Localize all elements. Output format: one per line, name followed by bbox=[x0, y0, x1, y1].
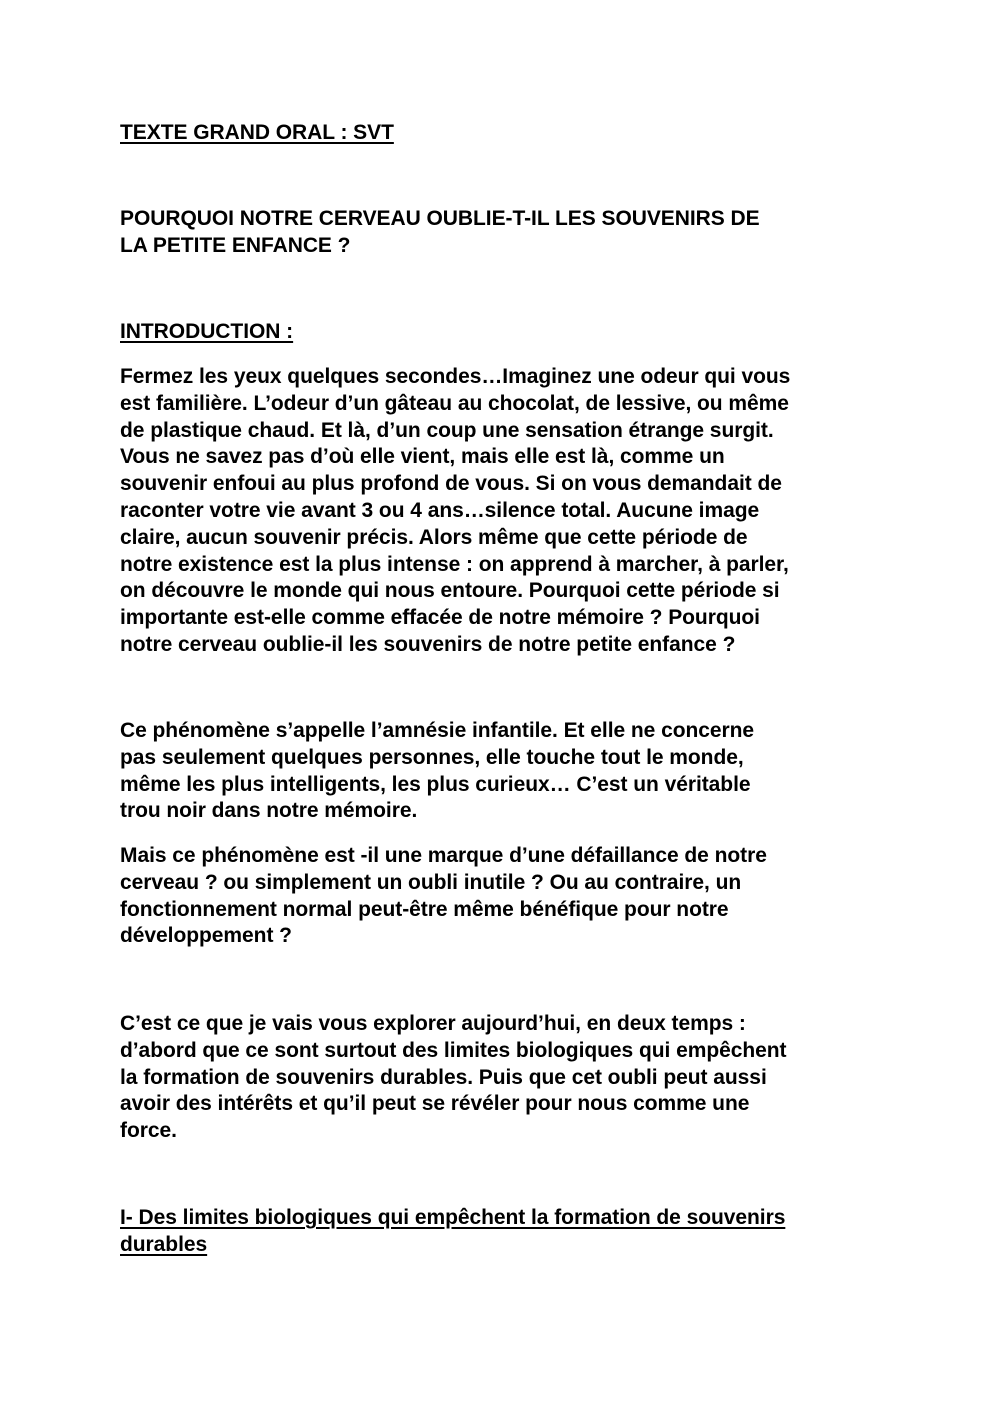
paragraph-intro-2 bbox=[120, 718, 880, 825]
section-1-heading bbox=[120, 1205, 880, 1259]
introduction-heading-text: INTRODUCTION : bbox=[120, 320, 294, 343]
question-line: LA PETITE ENFANCE ? bbox=[120, 233, 351, 257]
paragraph-intro-4 bbox=[120, 1011, 880, 1145]
text-line: souvenir enfoui au plus profond de vous. Si on vous demandait de bbox=[120, 472, 782, 496]
section-heading-line: durables bbox=[120, 1232, 208, 1256]
text-line: Vous ne savez pas d’où elle vient, mais elle est là, comme un bbox=[120, 445, 725, 469]
text-line: est familière. L’odeur d’un gâteau au chocolat, de lessive, ou même bbox=[120, 391, 789, 415]
text-line: développement ? bbox=[120, 924, 292, 948]
text-line: notre existence est la plus intense : on apprend à marcher, à parler, bbox=[120, 552, 789, 576]
text-line: d’abord que ce sont surtout des limites biologiques qui empêchent bbox=[120, 1038, 787, 1062]
text-line: claire, aucun souvenir précis. Alors même que cette période de bbox=[120, 525, 748, 549]
paragraph-intro-3 bbox=[120, 843, 880, 950]
document-title-text: TEXTE GRAND ORAL : SVT bbox=[120, 121, 394, 144]
text-line: fonctionnement normal peut-être même bénéfique pour notre bbox=[120, 897, 729, 921]
text-line: Ce phénomène s’appelle l’amnésie infantile. Et elle ne concerne bbox=[120, 719, 755, 742]
text-line: notre cerveau oublie-il les souvenirs de notre petite enfance ? bbox=[120, 632, 736, 656]
text-line: pas seulement quelques personnes, elle touche tout le monde, bbox=[120, 745, 744, 769]
text-line: on découvre le monde qui nous entoure. Pourquoi cette période si bbox=[120, 579, 780, 603]
text-line: la formation de souvenirs durables. Puis que cet oubli peut aussi bbox=[120, 1065, 767, 1089]
text-line: Fermez les yeux quelques secondes…Imaginez une odeur qui vous bbox=[120, 365, 791, 388]
text-line: cerveau ? ou simplement un oubli inutile ? Ou au contraire, un bbox=[120, 870, 742, 894]
text-line: avoir des intérêts et qu’il peut se révéler pour nous comme une bbox=[120, 1092, 750, 1116]
text-line: de plastique chaud. Et là, d’un coup une sensation étrange surgit. bbox=[120, 418, 774, 442]
text-line: trou noir dans notre mémoire. bbox=[120, 799, 418, 823]
text-line: Mais ce phénomène est -il une marque d’une défaillance de notre bbox=[120, 844, 767, 867]
text-line: raconter votre vie avant 3 ou 4 ans…silence total. Aucune image bbox=[120, 498, 760, 522]
question-line: POURQUOI NOTRE CERVEAU OUBLIE-T-IL LES SOUVENIRS DE bbox=[120, 207, 760, 230]
text-line: même les plus intelligents, les plus curieux… C’est un véritable bbox=[120, 772, 751, 796]
text-line: importante est-elle comme effacée de notre mémoire ? Pourquoi bbox=[120, 606, 760, 630]
text-line: C’est ce que je vais vous explorer aujourd’hui, en deux temps : bbox=[120, 1012, 746, 1035]
paragraph-intro-1 bbox=[120, 364, 880, 659]
section-heading-line: I- Des limites biologiques qui empêchent la formation de souvenirs bbox=[120, 1206, 786, 1229]
text-line: force. bbox=[120, 1119, 177, 1143]
main-question bbox=[120, 206, 880, 260]
introduction-heading bbox=[120, 319, 880, 346]
document-title bbox=[120, 120, 880, 147]
